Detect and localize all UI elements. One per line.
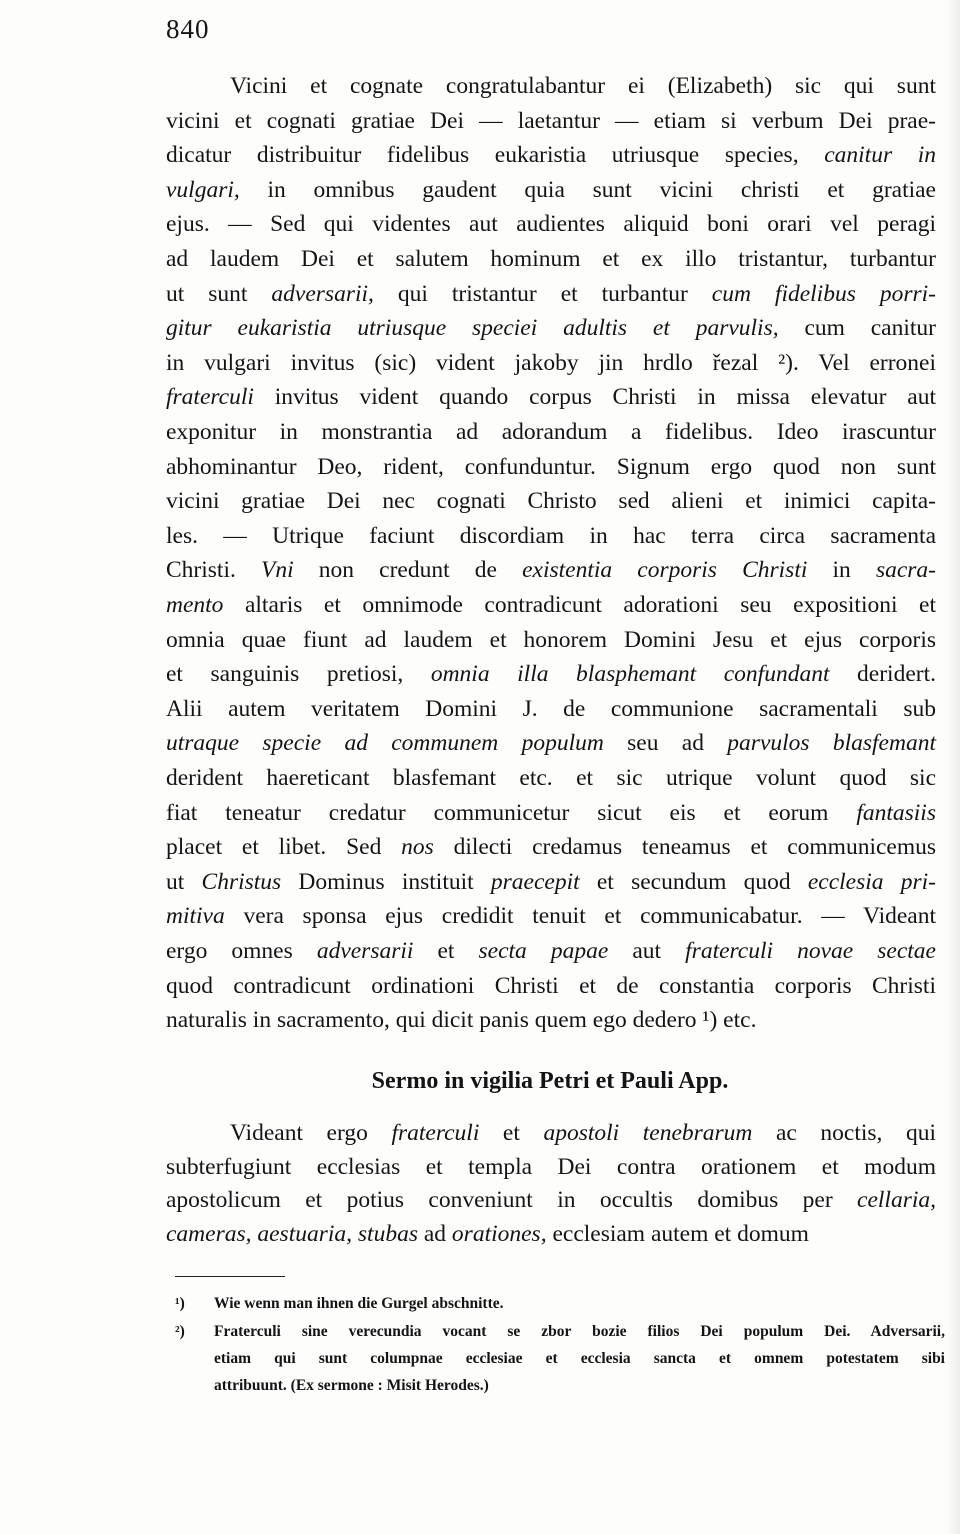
text-line xyxy=(166,900,936,932)
text-line xyxy=(166,624,936,656)
text-segment: et xyxy=(479,1120,544,1146)
text-line xyxy=(166,105,936,137)
text-line xyxy=(166,935,936,967)
text-line xyxy=(166,658,936,690)
text-segment: altaris et omnimode contradicunt adorationi seu expositioni et xyxy=(223,592,936,618)
text-segment: les. — Utrique faciunt discordiam in hac terra circa sacramenta xyxy=(166,522,936,549)
text-segment: ergo omnes xyxy=(166,938,317,964)
text-segment: ad xyxy=(417,1220,452,1247)
text-line xyxy=(166,278,936,310)
footnote-line xyxy=(214,1345,945,1372)
text-segment: ac noctis, qui xyxy=(752,1120,936,1146)
text-segment: et sanguinis pretiosi, xyxy=(166,661,431,688)
text-line xyxy=(166,866,936,898)
italic-text: cameras, aestuaria, stubas xyxy=(166,1220,418,1247)
italic-text: praecepit xyxy=(490,868,580,895)
text-segment: placet et libet. Sed xyxy=(166,834,402,861)
italic-text: existentia corporis Christi xyxy=(522,557,808,584)
text-segment: Videant ergo xyxy=(230,1120,392,1146)
text-segment: in vulgari invitus (sic) vident jakoby jin hrdlo řezal ²). Vel erronei xyxy=(166,349,936,376)
italic-text: mento xyxy=(166,592,224,618)
text-segment: dilecti credamus teneamus et communicemus xyxy=(433,834,937,861)
text-line xyxy=(166,1151,936,1183)
text-line xyxy=(166,797,936,829)
text-line xyxy=(166,451,936,483)
italic-text: fraterculi novae sectae xyxy=(685,938,936,964)
italic-text: canitur in xyxy=(824,142,936,169)
italic-text: parvulos blasfemant xyxy=(727,730,936,757)
text-segment: Alii autem veritatem Domini J. de communione sacramentali sub xyxy=(166,695,936,722)
text-segment: Vicini et cognate congratulabantur ei (Elizabeth) sic qui sunt xyxy=(230,73,936,99)
text-line xyxy=(166,1117,936,1149)
text-line xyxy=(166,485,936,517)
text-segment: invitus vident quando corpus Christi in missa elevatur aut xyxy=(253,384,936,411)
text-line xyxy=(166,831,936,863)
text-segment: ut xyxy=(166,868,202,895)
text-segment: in xyxy=(807,557,876,584)
text-segment: subterfugiunt ecclesias et templa Dei contra orationem et modum xyxy=(166,1153,936,1180)
page-edge-shadow xyxy=(946,0,960,1534)
text-line xyxy=(166,762,936,794)
italic-text: secta papae xyxy=(478,938,609,964)
text-line xyxy=(166,970,936,1002)
italic-text: sacra- xyxy=(875,557,936,584)
text-segment: ad laudem Dei et salutem hominum et ex illo tristantur, turbantur xyxy=(166,246,936,272)
italic-text: adversarii, xyxy=(271,280,374,307)
text-segment: deridert. xyxy=(829,661,937,688)
footnote-line xyxy=(175,1318,945,1345)
footnote-line xyxy=(175,1290,945,1317)
italic-text: gitur eukaristia utriusque speciei adultis et parvulis, xyxy=(166,315,779,342)
italic-text: utraque specie ad communem populum xyxy=(166,730,604,757)
text-line xyxy=(166,208,936,240)
text-line xyxy=(166,727,936,759)
text-segment: aut xyxy=(608,938,686,964)
text-segment: dicatur distribuitur fidelibus eukaristia utriusque species, xyxy=(166,142,825,169)
text-segment: qui tristantur et turbantur xyxy=(373,280,712,307)
text-segment: cum canitur xyxy=(778,315,936,342)
text-segment: derident haereticant blasfemant etc. et sic utrique volunt quod sic xyxy=(166,765,936,791)
text-line xyxy=(166,1218,936,1250)
text-segment: abhominantur Deo, rident, confunduntur. Signum ergo quod non sunt xyxy=(166,453,936,480)
italic-text: Vni xyxy=(261,557,294,584)
text-segment: et xyxy=(413,938,479,964)
italic-text: vulgari, xyxy=(166,176,240,203)
text-line xyxy=(166,520,936,552)
text-line xyxy=(166,693,936,725)
page-number: 840 xyxy=(166,14,210,44)
text-segment: Christi. xyxy=(166,557,261,584)
text-segment: vicini et cognati gratiae Dei — laetantur — etiam si verbum Dei prae- xyxy=(166,107,936,134)
italic-text: cellaria, xyxy=(857,1187,936,1214)
text-line xyxy=(166,1004,936,1036)
italic-text: nos xyxy=(401,834,434,861)
italic-text: fantasiis xyxy=(856,799,936,826)
text-segment: fiat teneatur credatur communicetur sicut eis et eorum xyxy=(166,799,857,826)
section-heading: Sermo in vigilia Petri et Pauli App. xyxy=(371,1068,729,1094)
text-segment: naturalis in sacramento, qui dicit panis quem ego dedero ¹) etc. xyxy=(166,1007,757,1034)
italic-text: cum fidelibus porri- xyxy=(711,280,936,307)
text-segment: vera sponsa ejus credidit tenuit et communicabatur. — Videant xyxy=(224,903,936,930)
text-line xyxy=(166,554,936,586)
footnote-text: Fraterculi sine verecundia vocant se zbor bozie filios Dei populum Dei. Adversarii, xyxy=(214,1323,945,1340)
italic-text: adversarii xyxy=(316,938,414,964)
text-line xyxy=(166,1184,936,1216)
text-line xyxy=(166,416,936,448)
text-segment: seu ad xyxy=(603,730,728,757)
text-segment: non credunt de xyxy=(293,557,523,584)
text-line xyxy=(166,243,936,275)
text-segment: et secundum quod xyxy=(579,868,808,895)
italic-text: fraterculi xyxy=(391,1120,480,1146)
italic-text: apostoli tenebrarum xyxy=(543,1120,753,1146)
text-line xyxy=(166,174,936,206)
italic-text: ecclesia pri- xyxy=(807,868,936,895)
text-line xyxy=(166,381,936,413)
footnote-text: etiam qui sunt columpnae ecclesiae et ecclesia sancta et omnem potestatem sibi xyxy=(214,1350,945,1367)
italic-text: Christus xyxy=(201,868,282,895)
italic-text: orationes, xyxy=(451,1220,547,1247)
footnote-marker: ²) xyxy=(175,1323,185,1340)
footnote-rule xyxy=(175,1276,285,1277)
text-line xyxy=(166,347,936,379)
text-line xyxy=(166,70,936,102)
text-segment: quod contradicunt ordinationi Christi et de constantia corporis Christi xyxy=(166,972,936,999)
text-line xyxy=(166,139,936,171)
text-segment: Dominus instituit xyxy=(281,868,491,895)
text-segment: ecclesiam autem et domum xyxy=(546,1220,809,1247)
text-segment: exponitur in monstrantia ad adorandum a fidelibus. Ideo irascuntur xyxy=(166,419,936,445)
text-segment: omnia quae fiunt ad laudem et honorem Domini Jesu et ejus corporis xyxy=(166,626,936,653)
italic-text: omnia illa blasphemant confundant xyxy=(430,661,830,688)
footnote-text: Wie wenn man ihnen die Gurgel abschnitte. xyxy=(214,1295,504,1312)
footnote-text: attribuunt. (Ex sermone : Misit Herodes.) xyxy=(214,1377,489,1394)
text-line xyxy=(166,312,936,344)
text-segment: in omnibus gaudent quia sunt vicini christi et gratiae xyxy=(239,176,936,203)
text-segment: apostolicum et potius conveniunt in occultis domibus per xyxy=(166,1187,858,1214)
italic-text: fraterculi xyxy=(166,384,254,411)
italic-text: mitiva xyxy=(166,903,225,930)
text-segment: ut sunt xyxy=(166,280,272,307)
text-line xyxy=(166,589,936,621)
text-segment: ejus. — Sed qui videntes aut audientes aliquid boni orari vel peragi xyxy=(166,211,936,238)
text-segment: vicini gratiae Dei nec cognati Christo sed alieni et inimici capita- xyxy=(166,488,936,515)
footnote-marker: ¹) xyxy=(175,1295,185,1312)
footnote-line xyxy=(214,1372,945,1399)
